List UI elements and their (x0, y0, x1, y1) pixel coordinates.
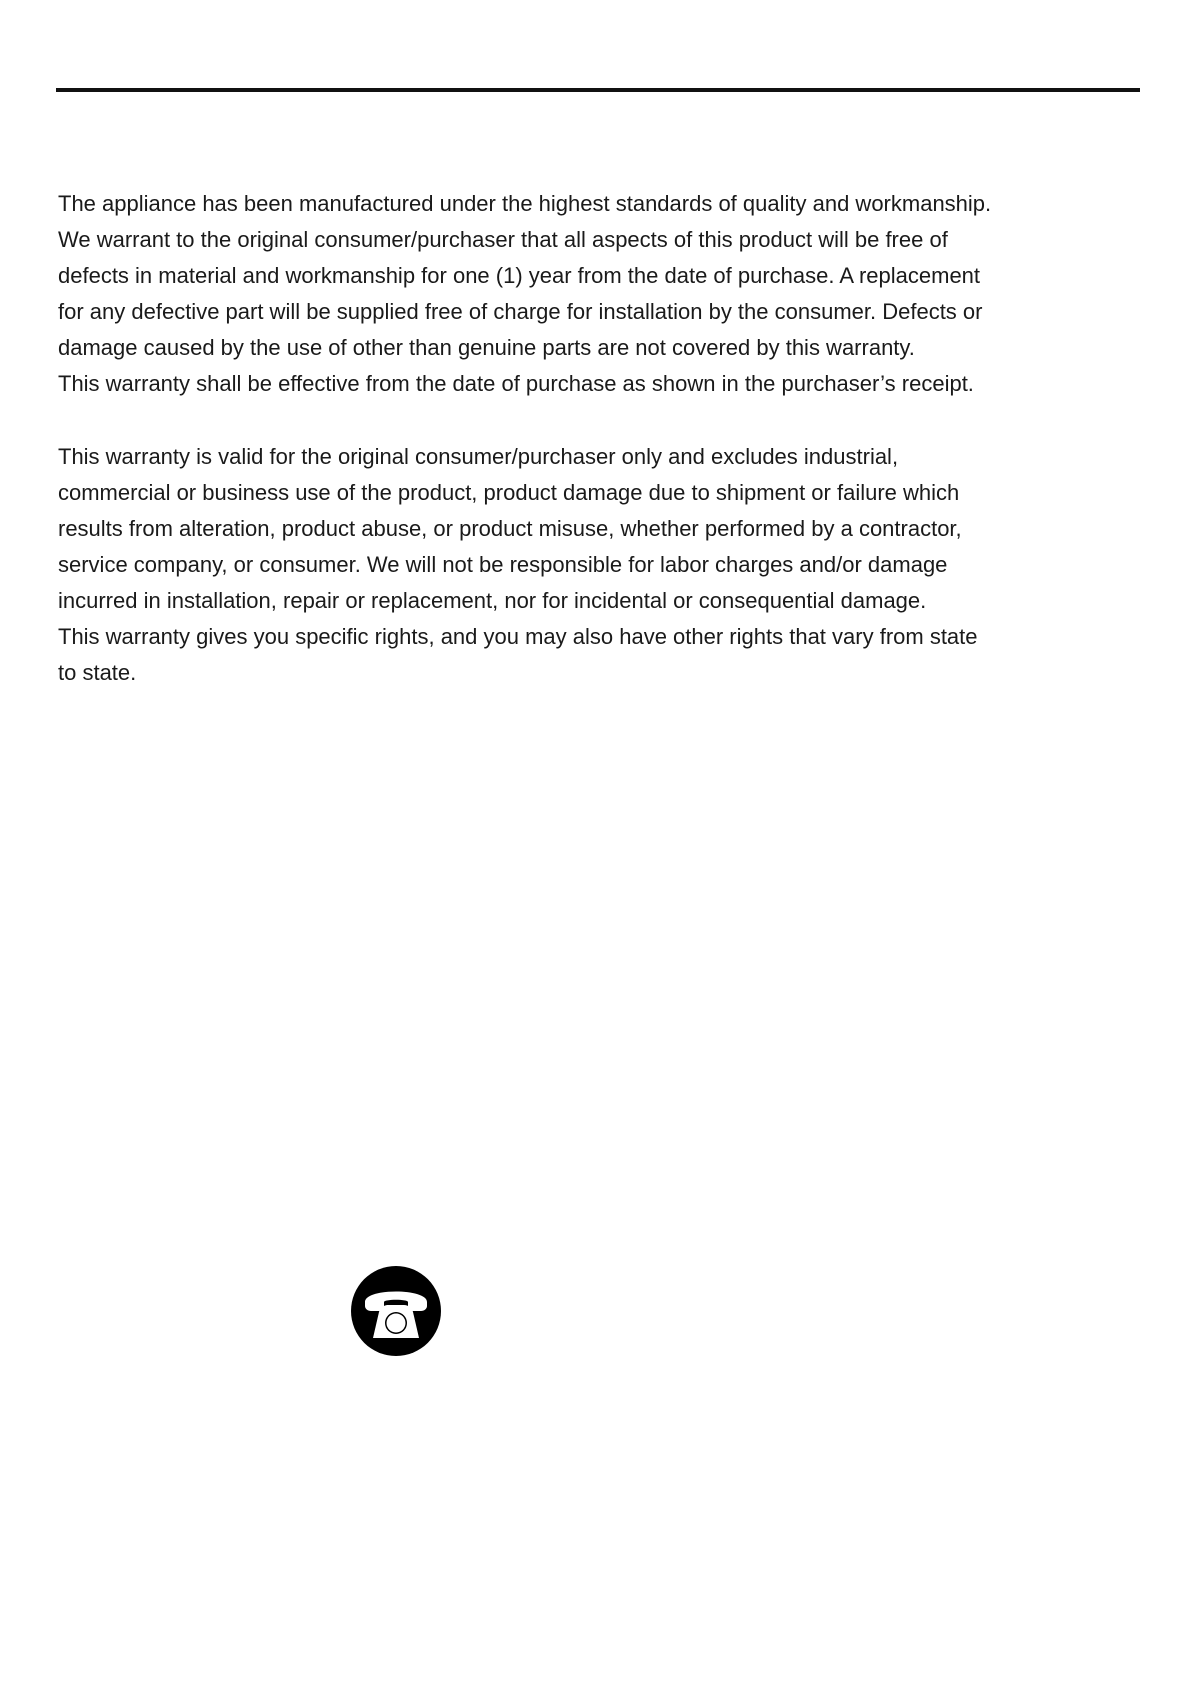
text-line: This warranty shall be effective from the date of purchase as shown in the purchaser’s receipt. (58, 371, 974, 396)
text-line: defects in material and workmanship for one (1) year from the date of purchase. A replacement (58, 263, 981, 288)
text-line: commercial or business use of the product, product damage due to shipment or failure which (58, 480, 960, 505)
text-line: service company, or consumer. We will not be responsible for labor charges and/or damage (58, 552, 948, 577)
text-line: incurred in installation, repair or replacement, nor for incidental or consequential damage. (58, 588, 927, 613)
text-line: We warrant to the original consumer/purchaser that all aspects of this product will be free of (58, 227, 948, 252)
telephone-icon (351, 1266, 441, 1356)
warranty-paragraph-2 (58, 439, 1118, 691)
text-line: to state. (58, 660, 137, 685)
warranty-paragraph-1 (58, 186, 1118, 402)
text-line: damage caused by the use of other than genuine parts are not covered by this warranty. (58, 335, 915, 360)
text-line: This warranty gives you specific rights, and you may also have other rights that vary from state (58, 624, 978, 649)
text-line: results from alteration, product abuse, or product misuse, whether performed by a contractor, (58, 516, 962, 541)
top-divider (56, 88, 1140, 92)
text-line: for any defective part will be supplied free of charge for installation by the consumer. Defects or (58, 299, 983, 324)
text-line: The appliance has been manufactured under the highest standards of quality and workmanship. (58, 191, 992, 216)
text-line: This warranty is valid for the original consumer/purchaser only and excludes industrial, (58, 444, 899, 469)
